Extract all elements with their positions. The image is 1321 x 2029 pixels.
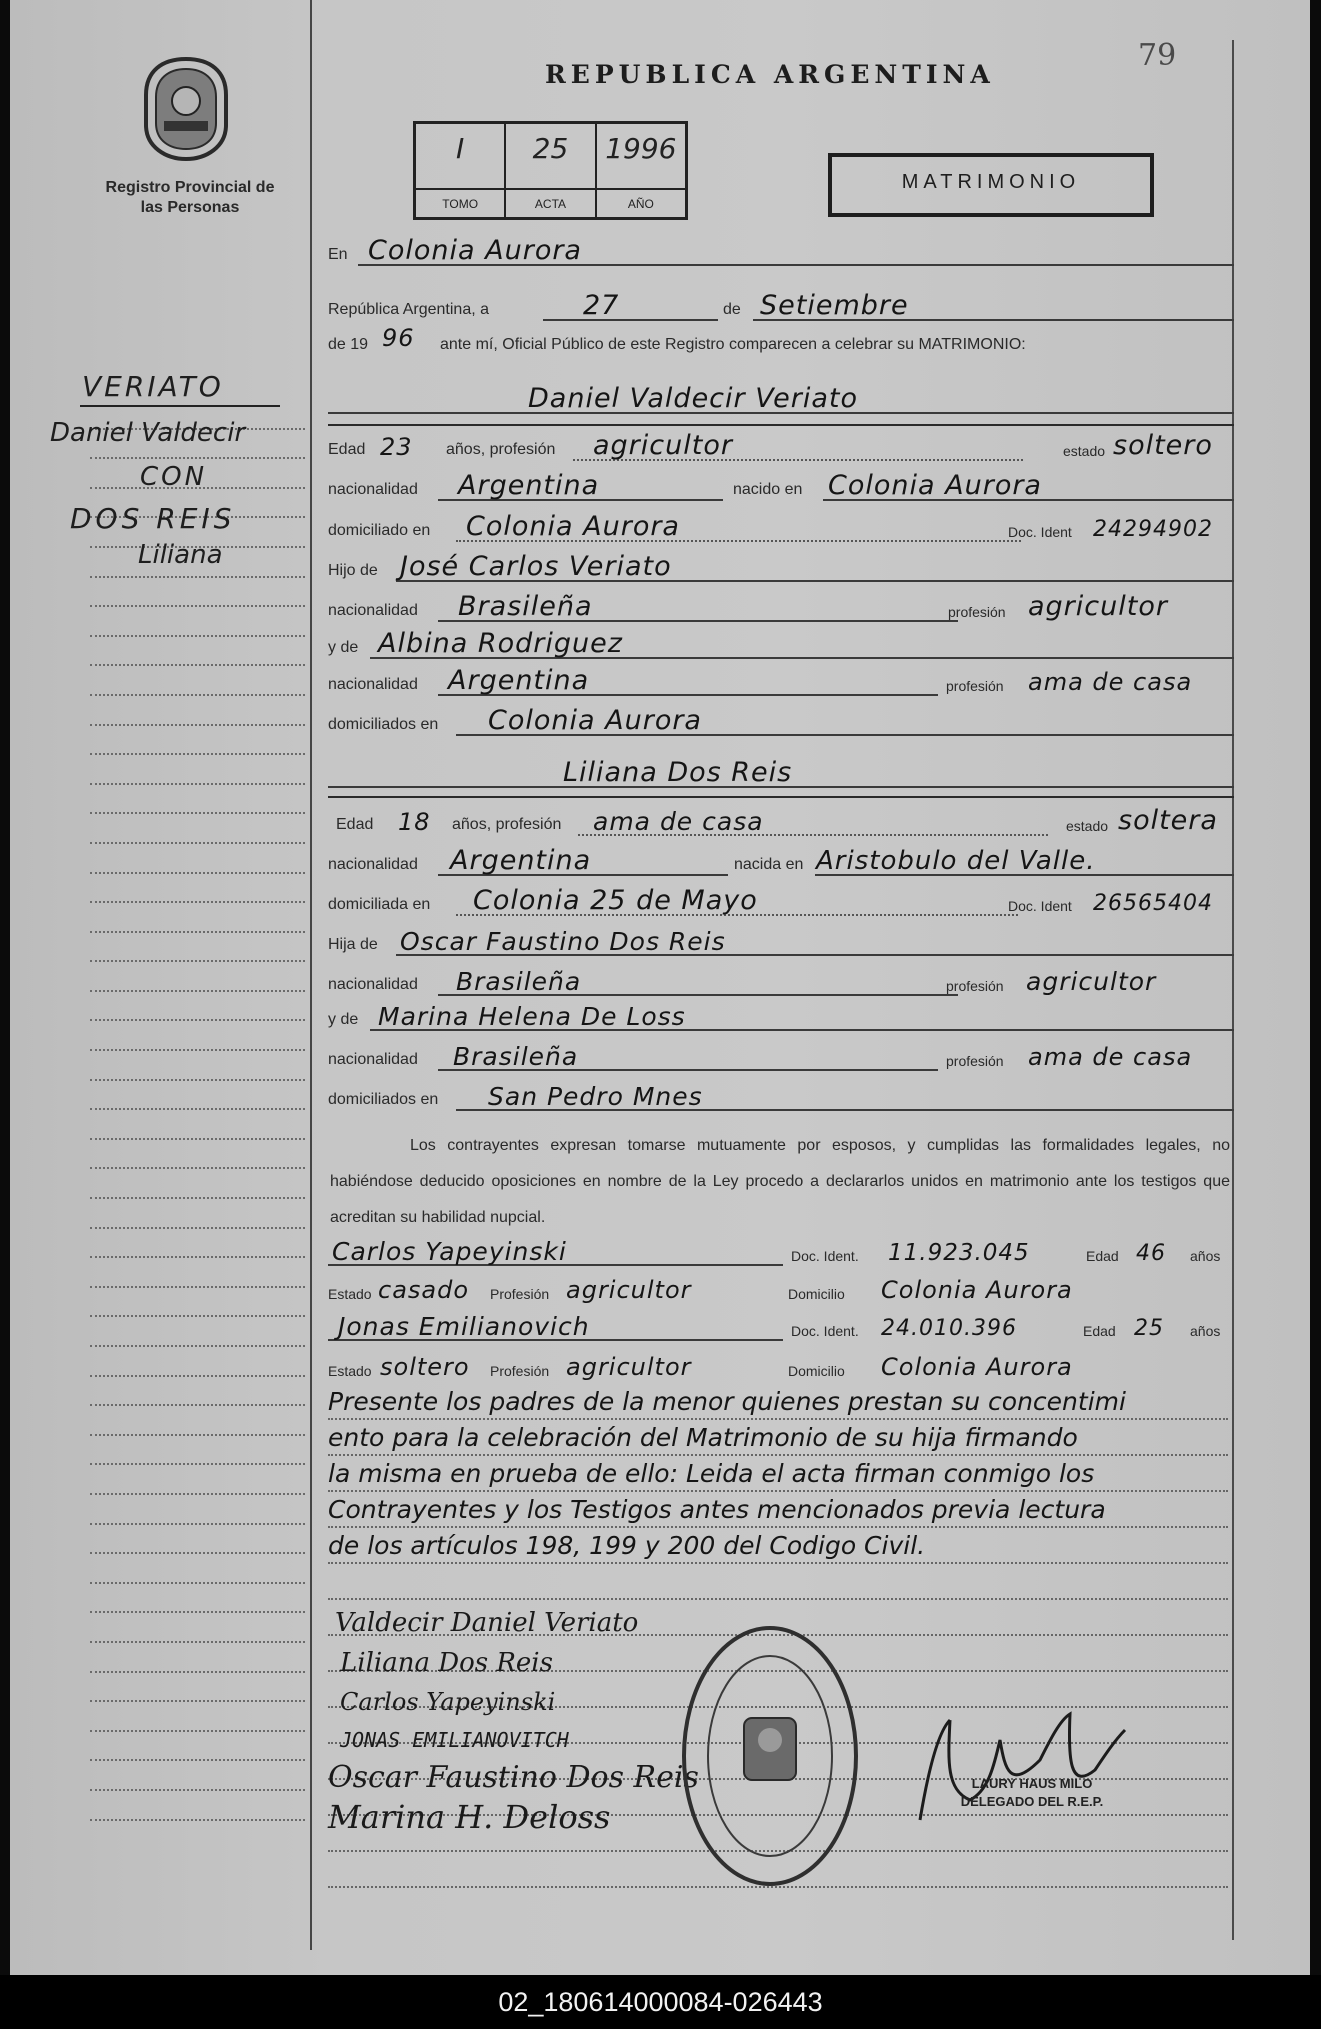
doc-label: Doc. Ident bbox=[1008, 524, 1072, 540]
bride-father-row bbox=[328, 920, 1234, 960]
page-number: 79 bbox=[1138, 38, 1177, 73]
groom-mother-profession: ama de casa bbox=[1028, 668, 1193, 696]
groom-parents-domicile-row bbox=[328, 700, 1234, 740]
bride-parents-domicile-row bbox=[328, 1075, 1234, 1115]
edad-label: Edad bbox=[336, 816, 374, 833]
acta-value: 25 bbox=[532, 132, 569, 165]
bride-name-row bbox=[328, 752, 1234, 792]
domicilio-label: Domicilio bbox=[788, 1286, 845, 1302]
groom-nationality-row bbox=[328, 465, 1234, 505]
nacida-label: nacida en bbox=[734, 856, 804, 873]
y-de-label: y de bbox=[328, 1011, 359, 1028]
intro-month: Setiembre bbox=[760, 290, 909, 321]
year-label: de 19 bbox=[328, 336, 369, 353]
anos-label: años bbox=[1190, 1248, 1221, 1264]
bride-mother-row bbox=[328, 995, 1234, 1035]
official-name: LAURY HAUS MILO bbox=[971, 1776, 1093, 1791]
bride-doc: 26565404 bbox=[1093, 891, 1213, 916]
profesion-label: años, profesión bbox=[446, 441, 556, 458]
groom-status: soltero bbox=[1113, 430, 1213, 461]
intro-day: 27 bbox=[583, 290, 620, 321]
country-title: REPUBLICA ARGENTINA bbox=[545, 60, 995, 89]
edad-label: Edad bbox=[328, 441, 366, 458]
bride-domicile: Colonia 25 de Mayo bbox=[473, 885, 758, 916]
groom-profession: agricultor bbox=[593, 430, 733, 461]
margin-con: CON bbox=[140, 462, 208, 492]
signature-bride: Liliana Dos Reis bbox=[340, 1648, 553, 1678]
domicilio-label: domiciliado en bbox=[328, 522, 431, 539]
observation-line: de los artículos 198, 199 y 200 del Codigo Civil. bbox=[328, 1528, 1228, 1564]
nacionalidad-label: nacionalidad bbox=[328, 676, 418, 693]
signature-bride-father: Oscar Faustino Dos Reis bbox=[328, 1760, 699, 1795]
declaration-text: Los contrayentes expresan tomarse mutuamente por esposos, y cumplidas las formalidades legales, no habiéndose deducido oposiciones en nombre de la Ley procedo a declararlos unidos en matrimonio ante los testigos que acreditan su habilidad nupcial. bbox=[330, 1137, 1230, 1226]
groom-nationality: Argentina bbox=[458, 470, 600, 501]
domicilio-label: Domicilio bbox=[788, 1363, 845, 1379]
doc-label: Doc. Ident bbox=[1008, 898, 1072, 914]
signature-groom: Valdecir Daniel Veriato bbox=[335, 1608, 639, 1638]
tomo-value: I bbox=[456, 132, 465, 165]
bride-nationality: Argentina bbox=[450, 845, 592, 876]
profesion-label: Profesión bbox=[490, 1363, 550, 1379]
record-type-box: MATRIMONIO bbox=[828, 153, 1154, 217]
nacionalidad-label: nacionalidad bbox=[328, 856, 418, 873]
intro-place-row bbox=[328, 230, 1234, 270]
bride-father: Oscar Faustino Dos Reis bbox=[400, 927, 726, 956]
groom-name-row bbox=[328, 378, 1234, 418]
groom-mother-row bbox=[328, 623, 1234, 663]
signature-witness2: JONAS EMILIANOVITCH bbox=[340, 1728, 569, 1752]
registry-stamp-icon bbox=[678, 1622, 862, 1890]
nacionalidad-label: nacionalidad bbox=[328, 976, 418, 993]
nacionalidad-label: nacionalidad bbox=[328, 1051, 418, 1068]
acta-label: ACTA bbox=[506, 188, 594, 220]
signature-witness1: Carlos Yapeyinski bbox=[340, 1688, 556, 1716]
hija-de-label: Hija de bbox=[328, 936, 378, 953]
bride-name: Liliana Dos Reis bbox=[563, 757, 793, 788]
ante-label: ante mí, Oficial Público de este Registro comparecen a celebrar su MATRIMONIO: bbox=[440, 336, 1026, 353]
doc-label: Doc. Ident. bbox=[791, 1248, 859, 1264]
ano-cell bbox=[597, 124, 685, 217]
margin-groom-surname: VERIATO bbox=[82, 370, 224, 403]
official-stamp-text bbox=[932, 1775, 1132, 1811]
en-label: En bbox=[328, 246, 348, 263]
bride-age-row bbox=[328, 800, 1234, 840]
observation-line: la misma en prueba de ello: Leida el acta firman conmigo los bbox=[328, 1456, 1228, 1492]
ano-label: AÑO bbox=[597, 188, 685, 220]
witness1-doc: 11.923.045 bbox=[888, 1240, 1030, 1266]
bride-father-nationality: Brasileña bbox=[456, 967, 582, 996]
bride-profession: ama de casa bbox=[593, 807, 764, 836]
observation-line: Contrayentes y los Testigos antes mencionados previa lectura bbox=[328, 1492, 1228, 1528]
acta-cell bbox=[506, 124, 596, 217]
groom-mother-nationality: Argentina bbox=[448, 665, 590, 696]
intro-date-row bbox=[328, 285, 1234, 325]
margin-bride-surname: DOS REIS bbox=[70, 502, 236, 535]
nacionalidad-label: nacionalidad bbox=[328, 481, 418, 498]
bride-mother-nat-row bbox=[328, 1035, 1234, 1075]
domiciliados-label: domiciliados en bbox=[328, 1091, 439, 1108]
tomo-label: TOMO bbox=[416, 188, 504, 220]
bride-father-profession: agricultor bbox=[1026, 967, 1157, 996]
groom-doc: 24294902 bbox=[1093, 517, 1213, 542]
intro-place: Colonia Aurora bbox=[368, 235, 582, 266]
witness1-details-row bbox=[328, 1268, 1234, 1308]
de-label: de bbox=[723, 301, 741, 318]
profesion-label: profesión bbox=[946, 678, 1004, 694]
witness2-status: soltero bbox=[380, 1353, 470, 1381]
groom-father: José Carlos Veriato bbox=[400, 551, 672, 582]
witness2-doc: 24.010.396 bbox=[881, 1316, 1017, 1341]
bride-mother-profession: ama de casa bbox=[1028, 1043, 1193, 1071]
margin-underline bbox=[80, 405, 280, 407]
witness2-details-row bbox=[328, 1345, 1234, 1385]
provincial-seal-icon bbox=[140, 55, 232, 163]
bride-domicile-row bbox=[328, 880, 1234, 920]
margin-bride-name: Liliana bbox=[138, 540, 223, 570]
image-id-footer: 02_180614000084-026443 bbox=[0, 1975, 1321, 2029]
observation-line: ento para la celebración del Matrimonio de su hija firmando bbox=[328, 1420, 1228, 1456]
doc-label: Doc. Ident. bbox=[791, 1323, 859, 1339]
groom-mother: Albina Rodriguez bbox=[378, 628, 623, 659]
hijo-de-label: Hijo de bbox=[328, 562, 378, 579]
profesion-label: Profesión bbox=[490, 1286, 550, 1302]
bride-age: 18 bbox=[398, 808, 431, 836]
bride-parents-domicile: San Pedro Mnes bbox=[488, 1082, 703, 1111]
domiciliados-label: domiciliados en bbox=[328, 716, 439, 733]
witness1-profession: agricultor bbox=[566, 1276, 692, 1304]
bride-birthplace: Aristobulo del Valle. bbox=[816, 846, 1096, 876]
witness1-domicile: Colonia Aurora bbox=[881, 1276, 1073, 1304]
republica-label: República Argentina, a bbox=[328, 301, 489, 318]
estado-label: Estado bbox=[328, 1363, 372, 1379]
bride-nationality-row bbox=[328, 840, 1234, 880]
y-de-label: y de bbox=[328, 639, 359, 656]
groom-birthplace: Colonia Aurora bbox=[828, 470, 1042, 501]
witness2-row bbox=[328, 1305, 1234, 1345]
edad-label: Edad bbox=[1083, 1323, 1116, 1339]
groom-father-profession: agricultor bbox=[1028, 591, 1168, 622]
groom-parents-domicile: Colonia Aurora bbox=[488, 705, 702, 736]
tomo-acta-ano-box bbox=[413, 121, 688, 220]
intro-year: 96 bbox=[382, 324, 415, 352]
official-title: DELEGADO DEL R.E.P. bbox=[960, 1794, 1104, 1809]
ano-value: 1996 bbox=[605, 132, 677, 165]
witness2-name: Jonas Emilianovich bbox=[338, 1312, 590, 1341]
estado-label: Estado bbox=[328, 1286, 372, 1302]
profesion-label: profesión bbox=[948, 604, 1006, 620]
intro-year-row bbox=[328, 320, 1234, 360]
margin-rule bbox=[310, 0, 312, 1950]
bride-separator bbox=[328, 796, 1234, 798]
witness1-name: Carlos Yapeyinski bbox=[332, 1237, 567, 1266]
groom-name: Daniel Valdecir Veriato bbox=[528, 383, 858, 414]
observation-line bbox=[328, 1564, 1228, 1600]
witness1-age: 46 bbox=[1136, 1241, 1166, 1266]
document-page bbox=[10, 0, 1310, 1975]
profesion-label: años, profesión bbox=[452, 816, 562, 833]
registry-name: Registro Provincial de las Personas bbox=[105, 179, 275, 216]
groom-father-nat-row bbox=[328, 586, 1234, 626]
witness1-status: casado bbox=[378, 1276, 470, 1304]
signature-bride-mother: Marina H. Deloss bbox=[328, 1798, 611, 1836]
anos-label: años bbox=[1190, 1323, 1221, 1339]
groom-mother-nat-row bbox=[328, 660, 1234, 700]
margin-groom-name: Daniel Valdecir bbox=[50, 418, 246, 448]
profesion-label: profesión bbox=[946, 978, 1004, 994]
groom-domicile-row bbox=[328, 506, 1234, 546]
groom-age-row bbox=[328, 425, 1234, 465]
tomo-cell bbox=[416, 124, 506, 217]
witness1-row bbox=[328, 1230, 1234, 1270]
profesion-label: profesión bbox=[946, 1053, 1004, 1069]
witness2-domicile: Colonia Aurora bbox=[881, 1353, 1073, 1381]
estado-label: estado bbox=[1066, 818, 1109, 834]
witness2-profession: agricultor bbox=[566, 1353, 692, 1381]
bride-mother-nationality: Brasileña bbox=[453, 1042, 579, 1071]
groom-father-nationality: Brasileña bbox=[458, 591, 593, 622]
margin-lines bbox=[90, 400, 305, 1821]
nacionalidad-label: nacionalidad bbox=[328, 602, 418, 619]
nacido-label: nacido en bbox=[733, 481, 803, 498]
edad-label: Edad bbox=[1086, 1248, 1119, 1264]
bride-father-nat-row bbox=[328, 960, 1234, 1000]
observation-line: Presente los padres de la menor quienes prestan su concentimi bbox=[328, 1384, 1228, 1420]
domicilio-label: domiciliada en bbox=[328, 896, 431, 913]
groom-father-row bbox=[328, 546, 1234, 586]
groom-domicile: Colonia Aurora bbox=[466, 511, 680, 542]
estado-label: estado bbox=[1063, 443, 1106, 459]
witness2-age: 25 bbox=[1134, 1316, 1164, 1341]
groom-age: 23 bbox=[380, 433, 413, 461]
bride-status: soltera bbox=[1118, 805, 1218, 836]
bride-mother: Marina Helena De Loss bbox=[378, 1002, 686, 1031]
